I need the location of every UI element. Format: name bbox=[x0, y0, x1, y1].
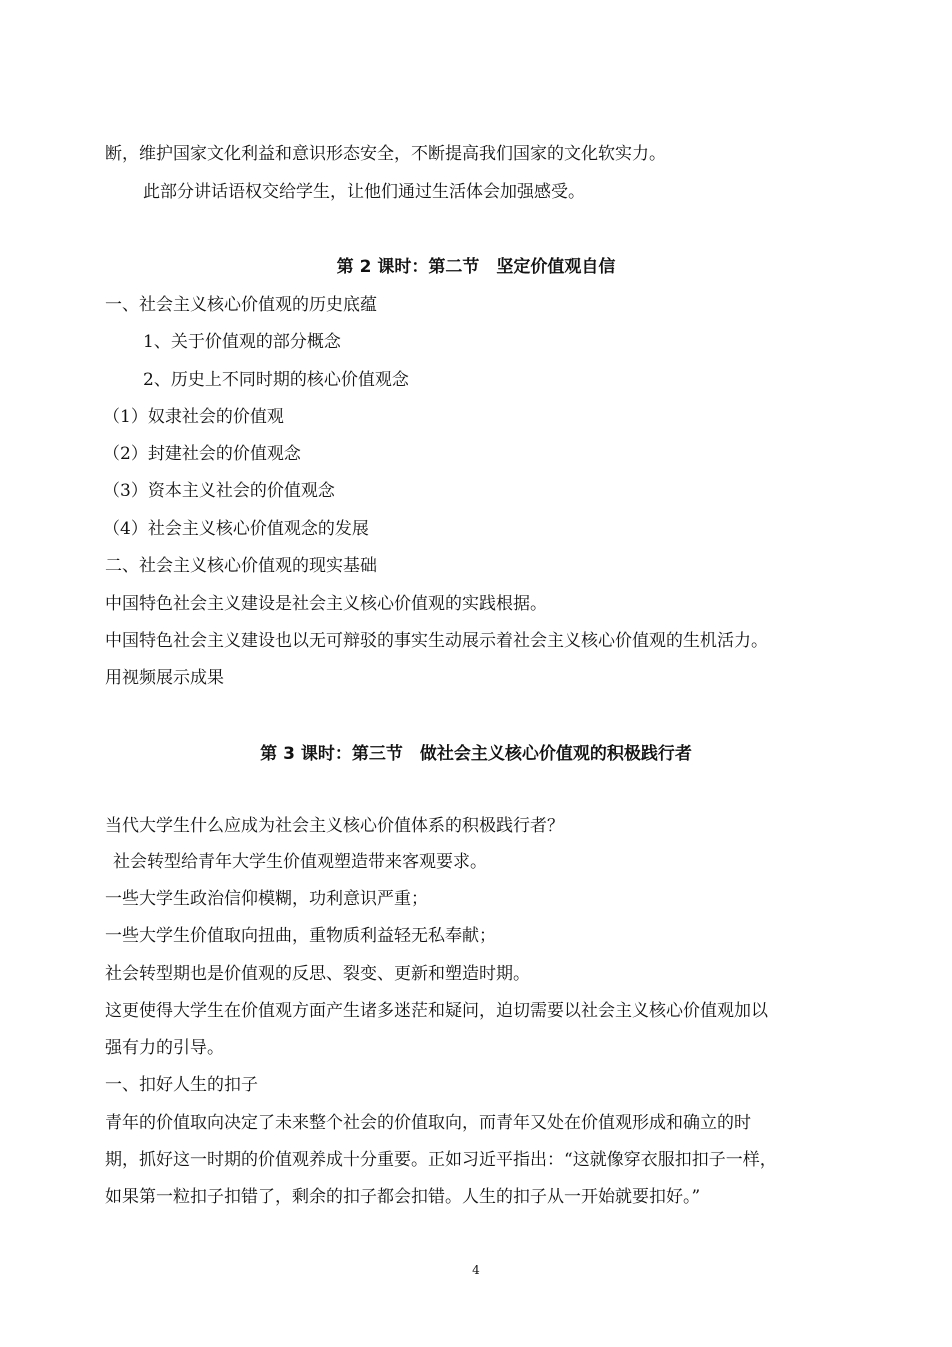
body-text-line: 此部分讲话语权交给学生，让他们通过生活体会加强感受。 bbox=[143, 182, 585, 202]
body-text-line: 中国特色社会主义建设也以无可辩驳的事实生动展示着社会主义核心价值观的生机活力。 bbox=[105, 631, 768, 651]
outline-item: （1）奴隶社会的价值观 bbox=[103, 407, 284, 427]
outline-item: 1、关于价值观的部分概念 bbox=[143, 332, 341, 352]
body-text-line: 一些大学生政治信仰模糊，功利意识严重； bbox=[105, 889, 428, 909]
body-text-line: 期，抓好这一时期的价值观养成十分重要。正如习近平指出：“这就像穿衣服扣扣子一样， bbox=[105, 1150, 777, 1170]
outline-item: （2）封建社会的价值观念 bbox=[103, 444, 301, 464]
outline-item: （4）社会主义核心价值观念的发展 bbox=[103, 519, 369, 539]
body-text-line: 青年的价值取向决定了未来整个社会的价值取向，而青年又处在价值观形成和确立的时 bbox=[105, 1113, 751, 1133]
body-text-line: 社会转型期也是价值观的反思、裂变、更新和塑造时期。 bbox=[105, 964, 530, 984]
outline-item: （3）资本主义社会的价值观念 bbox=[103, 481, 335, 501]
section-heading: 第 3 课时：第三节 做社会主义核心价值观的积极践行者 bbox=[260, 744, 692, 764]
body-text-line: 一些大学生价值取向扭曲，重物质利益轻无私奉献； bbox=[105, 926, 496, 946]
body-text-line: 当代大学生什么应成为社会主义核心价值体系的积极践行者？ bbox=[105, 816, 564, 836]
outline-item: 2、历史上不同时期的核心价值观念 bbox=[143, 370, 409, 390]
body-text-line: 中国特色社会主义建设是社会主义核心价值观的实践根据。 bbox=[105, 594, 547, 614]
section-heading: 第 2 课时：第二节 坚定价值观自信 bbox=[336, 257, 616, 277]
body-text-line: 断，维护国家文化利益和意识形态安全，不断提高我们国家的文化软实力。 bbox=[105, 144, 666, 164]
outline-item: 二、社会主义核心价值观的现实基础 bbox=[105, 556, 377, 576]
body-text-line: 强有力的引导。 bbox=[105, 1038, 224, 1058]
body-text-line: 如果第一粒扣子扣错了，剩余的扣子都会扣错。人生的扣子从一开始就要扣好。” bbox=[105, 1187, 701, 1207]
page-number: 4 bbox=[472, 1263, 480, 1277]
body-text-line: 社会转型给青年大学生价值观塑造带来客观要求。 bbox=[113, 852, 487, 872]
outline-item: 一、社会主义核心价值观的历史底蕴 bbox=[105, 295, 377, 315]
body-text-line: 用视频展示成果 bbox=[105, 668, 224, 688]
body-text-line: 这更使得大学生在价值观方面产生诸多迷茫和疑问，迫切需要以社会主义核心价值观加以 bbox=[105, 1001, 768, 1021]
outline-item: 一、扣好人生的扣子 bbox=[105, 1075, 258, 1095]
